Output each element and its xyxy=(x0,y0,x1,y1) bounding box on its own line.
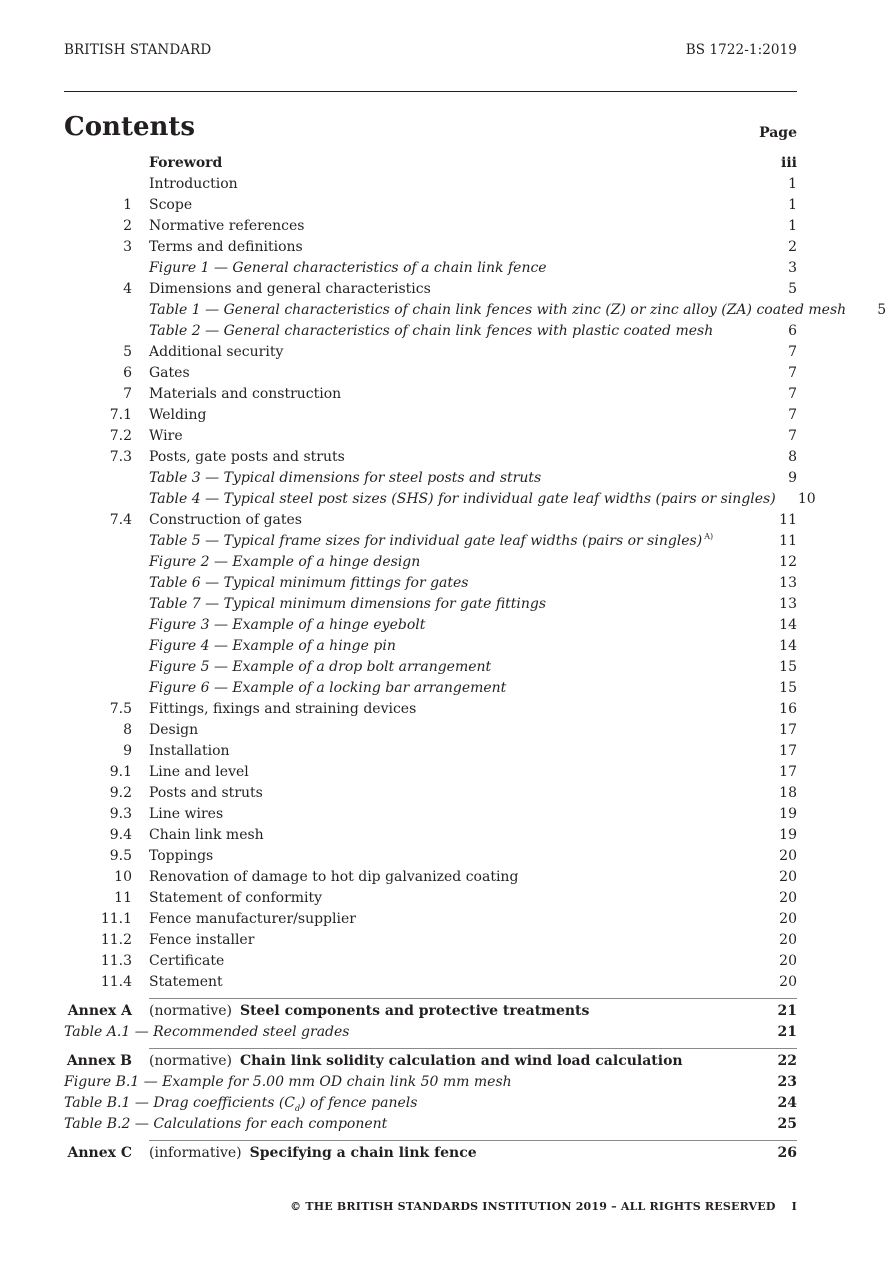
annex-item-number xyxy=(0,1022,47,1043)
toc-entry-page: 1 xyxy=(788,197,797,213)
toc-entry-number: 11.2 xyxy=(100,932,132,948)
toc-entry-title-text: Additional security xyxy=(149,344,284,360)
toc-entry-number: 5 xyxy=(123,344,132,360)
toc-entry-title xyxy=(149,384,757,405)
toc-entry-title-text: Normative references xyxy=(149,218,305,234)
toc-entry[interactable] xyxy=(64,951,797,972)
annex-label: Annex B xyxy=(66,1053,132,1069)
toc-entry-title-text: Table 7 — Typical minimum dimensions for gate fittings xyxy=(149,596,547,612)
toc-entry[interactable] xyxy=(64,510,797,531)
toc-entry-page: 7 xyxy=(788,365,797,381)
toc-entry-title-text: Figure 1 — General characteristics of a chain link fence xyxy=(149,260,547,276)
toc-entry-page: 7 xyxy=(788,386,797,402)
toc-entry[interactable] xyxy=(64,867,797,888)
toc-entry-title xyxy=(149,510,757,531)
toc-entry-title xyxy=(149,741,757,762)
toc-entry[interactable] xyxy=(64,258,797,279)
copyright-notice: © THE BRITISH STANDARDS INSTITUTION 2019 – ALL RIGHTS RESERVED xyxy=(290,1200,776,1213)
annex-kind: (informative) xyxy=(149,1145,242,1161)
toc-entry[interactable] xyxy=(64,216,797,237)
toc-entry-title xyxy=(149,783,757,804)
toc-entry-title-text: Toppings xyxy=(149,848,214,864)
annex-item-title-pre: Table B.1 — Drag coefficients (C xyxy=(64,1095,295,1111)
header-right: BS 1722-1:2019 xyxy=(685,42,797,58)
toc-entry-number: 8 xyxy=(123,722,132,738)
toc-entry[interactable] xyxy=(64,279,797,300)
toc-entry-page: 8 xyxy=(788,449,797,465)
toc-entry-page: 18 xyxy=(779,785,797,801)
toc-entry-number: 11 xyxy=(114,890,132,906)
toc-entry-title-text: Fence installer xyxy=(149,932,255,948)
toc-entry-title-text: Scope xyxy=(149,197,193,213)
toc-entry-page: 5 xyxy=(788,281,797,297)
toc-entry-title xyxy=(149,573,757,594)
toc-entry-title xyxy=(149,699,757,720)
toc-entry-number: 10 xyxy=(114,869,132,885)
toc-entry-title-text: Fittings, fixings and straining devices xyxy=(149,701,417,717)
toc-entry-title xyxy=(149,636,757,657)
toc-entry-title xyxy=(149,615,757,636)
toc-entry[interactable] xyxy=(64,447,797,468)
toc-entry-page: 13 xyxy=(779,575,797,591)
annex-item-title-text: Table B.2 — Calculations for each component xyxy=(64,1116,388,1132)
toc-entry-title-text: Posts, gate posts and struts xyxy=(149,449,345,465)
toc-entry-page: 1 xyxy=(788,176,797,192)
toc-entry[interactable] xyxy=(64,825,797,846)
toc-entry[interactable] xyxy=(64,552,797,573)
toc-entry[interactable] xyxy=(64,426,797,447)
toc-entry[interactable] xyxy=(64,531,797,552)
toc-entry-title xyxy=(149,867,757,888)
contents-title-row xyxy=(64,110,797,144)
page-title: Contents xyxy=(64,112,196,142)
toc-entry-title xyxy=(149,405,757,426)
toc-entry-number: 9.2 xyxy=(109,785,132,801)
toc-entry-title-text: Figure 5 — Example of a drop bolt arrangement xyxy=(149,659,492,675)
toc-entry-number: 7.4 xyxy=(109,512,132,528)
toc-entry[interactable] xyxy=(64,783,797,804)
toc-entry[interactable] xyxy=(64,489,816,510)
toc-entry[interactable] xyxy=(64,846,797,867)
toc-entry[interactable] xyxy=(64,384,797,405)
toc-entry-number xyxy=(64,258,132,279)
toc-entry[interactable] xyxy=(64,762,797,783)
toc-entry-number: 4 xyxy=(123,281,132,297)
toc-entry-title xyxy=(149,426,757,447)
toc-entry-title xyxy=(149,363,757,384)
toc-entry-page: 7 xyxy=(788,344,797,360)
toc-entry[interactable] xyxy=(64,174,797,195)
toc-entry-number xyxy=(64,573,132,594)
toc-entry-number: 7.2 xyxy=(109,428,132,444)
toc-entry-page: 20 xyxy=(779,932,797,948)
toc-entry-title-text: Figure 2 — Example of a hinge design xyxy=(149,554,421,570)
toc-entry[interactable] xyxy=(64,804,797,825)
toc-entry-page: 12 xyxy=(779,554,797,570)
toc-entry-title xyxy=(149,720,757,741)
annex-title xyxy=(149,1001,757,1022)
annex-title xyxy=(149,1143,757,1164)
toc-entry[interactable] xyxy=(64,342,797,363)
toc-entry-number xyxy=(64,657,132,678)
annex-item-title-text: Table A.1 — Recommended steel grades xyxy=(64,1024,350,1040)
running-header xyxy=(64,42,797,58)
toc-entry-title xyxy=(149,258,757,279)
toc-entry[interactable] xyxy=(64,699,797,720)
toc-entry-title xyxy=(149,657,757,678)
toc-entry-number xyxy=(64,153,132,174)
annex-item-title xyxy=(64,1022,757,1043)
toc-entry-title-text: Posts and struts xyxy=(149,785,263,801)
annex-item-number xyxy=(0,1072,47,1093)
annex-label: Annex A xyxy=(67,1003,132,1019)
toc-entry[interactable] xyxy=(64,300,887,321)
toc-entry-page: 13 xyxy=(779,596,797,612)
annex-item-title xyxy=(64,1072,757,1093)
toc-entry-number xyxy=(64,552,132,573)
annex-title xyxy=(149,1051,757,1072)
toc-entry-page: 1 xyxy=(788,218,797,234)
annex-heading[interactable] xyxy=(66,1051,797,1072)
table-of-contents xyxy=(64,153,887,1164)
toc-entry-number: 11.1 xyxy=(100,911,132,927)
toc-entry-title-text: Welding xyxy=(149,407,207,423)
toc-entry-number: 11.3 xyxy=(100,953,132,969)
annex-item[interactable] xyxy=(64,1093,797,1114)
toc-entry-title xyxy=(149,279,757,300)
toc-entry[interactable] xyxy=(64,909,797,930)
toc-entry-page: 10 xyxy=(797,491,816,507)
toc-entry-title-text: Introduction xyxy=(149,176,238,192)
annex-item[interactable] xyxy=(64,1072,797,1093)
toc-entry-title-text: Table 2 — General characteristics of chain link fences with plastic coated mesh xyxy=(149,323,714,339)
toc-entry-title-text: Gates xyxy=(149,365,190,381)
toc-entry-title xyxy=(149,552,757,573)
toc-entry-title-text: Table 6 — Typical minimum fittings for gates xyxy=(149,575,469,591)
toc-entry-page: 20 xyxy=(779,869,797,885)
toc-entry-page: 2 xyxy=(788,239,797,255)
toc-entry[interactable] xyxy=(64,594,797,615)
toc-entry-title xyxy=(149,531,757,552)
page-number: I xyxy=(791,1200,797,1213)
toc-entry[interactable] xyxy=(64,657,797,678)
toc-entry-number: 3 xyxy=(123,239,132,255)
toc-entry-title xyxy=(149,489,776,510)
toc-entry[interactable] xyxy=(64,678,797,699)
toc-entry[interactable] xyxy=(64,321,797,342)
annex-item-title-post: ) of fence panels xyxy=(300,1095,418,1111)
page-column-heading: Page xyxy=(759,125,797,141)
toc-entry-title-text: Foreword xyxy=(149,155,223,171)
toc-entry[interactable] xyxy=(64,153,797,174)
toc-entry-title xyxy=(149,804,757,825)
toc-entry-page: 15 xyxy=(779,680,797,696)
annex-item[interactable] xyxy=(64,1114,797,1135)
toc-entry-page: iii xyxy=(781,155,797,171)
annex-item-title-subscript: d xyxy=(295,1103,301,1113)
toc-entry-number xyxy=(64,636,132,657)
annex-item-number xyxy=(0,1114,47,1135)
toc-entry-title-text: Materials and construction xyxy=(149,386,342,402)
toc-entry-title-text: Chain link mesh xyxy=(149,827,264,843)
toc-entry-title xyxy=(149,321,757,342)
toc-entry-title xyxy=(149,174,757,195)
toc-entry-title-text: Dimensions and general characteristics xyxy=(149,281,431,297)
toc-entry-number xyxy=(64,321,132,342)
annex-item-title-text: Figure B.1 — Example for 5.00 mm OD chain link 50 mm mesh xyxy=(64,1074,512,1090)
toc-entry-page: 11 xyxy=(779,512,797,528)
toc-entry-page: 14 xyxy=(779,617,797,633)
toc-entry-page: 19 xyxy=(779,827,797,843)
toc-entry-title-text: Figure 6 — Example of a locking bar arrangement xyxy=(149,680,507,696)
toc-entry-number: 11.4 xyxy=(100,974,132,990)
toc-entry[interactable] xyxy=(64,720,797,741)
toc-entry-page: 7 xyxy=(788,407,797,423)
toc-entry[interactable] xyxy=(64,468,797,489)
toc-entry-page: 20 xyxy=(779,911,797,927)
toc-entry-number: 1 xyxy=(123,197,132,213)
toc-entry-title xyxy=(149,195,757,216)
annex-item[interactable] xyxy=(64,1022,797,1043)
toc-entry-number: 9.4 xyxy=(109,827,132,843)
toc-entry-title xyxy=(149,216,757,237)
toc-entry-title-text: Construction of gates xyxy=(149,512,302,528)
toc-entry-page: 3 xyxy=(788,260,797,276)
toc-entry-number: 7.3 xyxy=(109,449,132,465)
toc-entry-title-text: Table 3 — Typical dimensions for steel posts and struts xyxy=(149,470,542,486)
annex-page: 21 xyxy=(777,1003,797,1019)
toc-entry-number: 9.1 xyxy=(109,764,132,780)
toc-entry[interactable] xyxy=(64,888,797,909)
toc-entry-number: 9.5 xyxy=(109,848,132,864)
toc-entry-title xyxy=(149,300,846,321)
toc-entry-page: 17 xyxy=(779,743,797,759)
toc-entry-number xyxy=(64,300,132,321)
toc-entry-title-text: Fence manufacturer/supplier xyxy=(149,911,356,927)
annex-kind: (normative) xyxy=(149,1003,232,1019)
toc-entry-title xyxy=(149,153,757,174)
toc-entry[interactable] xyxy=(64,615,797,636)
annex-heading[interactable] xyxy=(67,1001,797,1022)
toc-entry-page: 17 xyxy=(779,722,797,738)
toc-entry-number xyxy=(64,468,132,489)
annex-label: Annex C xyxy=(67,1145,132,1161)
toc-entry-title-text: Terms and definitions xyxy=(149,239,303,255)
toc-entry-page: 20 xyxy=(779,953,797,969)
annex-kind: (normative) xyxy=(149,1053,232,1069)
toc-entry-title-text: Table 4 — Typical steel post sizes (SHS) for individual gate leaf widths (pairs or singles) xyxy=(149,491,776,507)
toc-entry-page: 11 xyxy=(779,533,797,549)
toc-entry-page: 17 xyxy=(779,764,797,780)
toc-entry-title-text: Statement xyxy=(149,974,223,990)
toc-entry-number: 9 xyxy=(123,743,132,759)
annex-item-page: 21 xyxy=(777,1024,797,1040)
toc-entry[interactable] xyxy=(64,237,797,258)
toc-entry-title xyxy=(149,888,757,909)
header-left: BRITISH STANDARD xyxy=(64,42,212,58)
toc-entry[interactable] xyxy=(64,930,797,951)
toc-entry-number: 7.5 xyxy=(109,701,132,717)
toc-entry-page: 15 xyxy=(779,659,797,675)
toc-entry-title-text: Table 5 — Typical frame sizes for individual gate leaf widths (pairs or singles) xyxy=(149,533,703,549)
toc-entry-number xyxy=(64,678,132,699)
toc-entry-number xyxy=(64,594,132,615)
toc-entry-number: 2 xyxy=(123,218,132,234)
annex-page: 26 xyxy=(777,1145,797,1161)
toc-entry-footnote-mark: A) xyxy=(704,532,714,542)
toc-entry-page: 16 xyxy=(779,701,797,717)
toc-entry-title xyxy=(149,930,757,951)
toc-entry-title xyxy=(149,972,757,993)
annex-group xyxy=(67,1140,797,1164)
annex-title-text: Steel components and protective treatments xyxy=(239,1003,590,1019)
header-rule xyxy=(64,91,797,92)
annex-title-text: Specifying a chain link fence xyxy=(249,1145,477,1161)
toc-entry-page: 5 xyxy=(877,302,887,318)
toc-entry-number: 9.3 xyxy=(109,806,132,822)
annex-page: 22 xyxy=(777,1053,797,1069)
toc-entry-number xyxy=(64,615,132,636)
toc-entry-title-text: Certificate xyxy=(149,953,225,969)
annex-item-number xyxy=(0,1093,47,1114)
toc-entry-page: 20 xyxy=(779,974,797,990)
toc-entry[interactable] xyxy=(64,636,797,657)
toc-entry-title-text: Line wires xyxy=(149,806,224,822)
annex-item-page: 24 xyxy=(777,1095,797,1111)
toc-entry-title xyxy=(149,825,757,846)
toc-entry[interactable] xyxy=(64,405,797,426)
toc-entry-title xyxy=(149,447,757,468)
toc-entry-title-text: Figure 4 — Example of a hinge pin xyxy=(149,638,396,654)
annex-item-title xyxy=(64,1093,757,1114)
toc-entry[interactable] xyxy=(64,195,797,216)
toc-entry-title xyxy=(149,237,757,258)
toc-entry-title-text: Statement of conformity xyxy=(149,890,323,906)
toc-entry-page: 7 xyxy=(788,428,797,444)
toc-entry-number xyxy=(64,531,132,552)
toc-entry-title-text: Table 1 — General characteristics of chain link fences with zinc (Z) or zinc alloy (ZA) coated mesh xyxy=(149,302,847,318)
annex-item-page: 25 xyxy=(777,1116,797,1132)
footer xyxy=(64,1200,797,1213)
toc-entry-number: 7.1 xyxy=(109,407,132,423)
toc-entry-title xyxy=(149,909,757,930)
toc-entry-number: 6 xyxy=(123,365,132,381)
annex-heading[interactable] xyxy=(67,1143,797,1164)
toc-entry-page: 20 xyxy=(779,890,797,906)
toc-entry-page: 6 xyxy=(788,323,797,339)
toc-entry-title-text: Design xyxy=(149,722,199,738)
annex-group xyxy=(64,1048,797,1135)
annex-group xyxy=(64,998,797,1043)
toc-entry-title-text: Installation xyxy=(149,743,230,759)
toc-entry-title xyxy=(149,468,757,489)
toc-entry-title xyxy=(149,678,757,699)
toc-entry-title xyxy=(149,951,757,972)
toc-entry-title-text: Line and level xyxy=(149,764,249,780)
annex-item-title xyxy=(64,1114,757,1135)
toc-entry-number xyxy=(64,489,132,510)
toc-entry-title-text: Wire xyxy=(149,428,183,444)
toc-entry[interactable] xyxy=(64,741,797,762)
toc-entry-number: 7 xyxy=(123,386,132,402)
toc-entry-page: 9 xyxy=(788,470,797,486)
annex-item-page: 23 xyxy=(777,1074,797,1090)
toc-entry-title-text: Renovation of damage to hot dip galvanized coating xyxy=(149,869,519,885)
toc-entry-page: 14 xyxy=(779,638,797,654)
toc-entry-number xyxy=(64,174,132,195)
toc-entry-page: 19 xyxy=(779,806,797,822)
annex-title-text: Chain link solidity calculation and wind load calculation xyxy=(239,1053,683,1069)
toc-entry-title-text: Figure 3 — Example of a hinge eyebolt xyxy=(149,617,426,633)
toc-entry[interactable] xyxy=(64,573,797,594)
toc-entry-title xyxy=(149,846,757,867)
toc-entry-title xyxy=(149,594,757,615)
toc-entry-page: 20 xyxy=(779,848,797,864)
toc-entry[interactable] xyxy=(64,972,797,993)
toc-entry-title xyxy=(149,762,757,783)
toc-entry-title xyxy=(149,342,757,363)
toc-entry[interactable] xyxy=(64,363,797,384)
